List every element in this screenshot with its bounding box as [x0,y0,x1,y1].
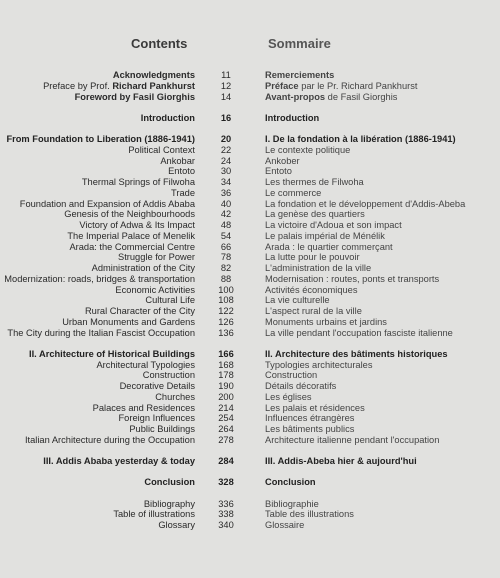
toc-entry [0,134,500,145]
toc-entry-english-title: Arada: the Commercial Centre [69,241,195,252]
toc-entry-english-title: Economic Activities [115,284,195,295]
toc-entry-french-title: La ville pendant l'occupation fasciste italienne [265,327,453,338]
toc-entry-page-number: 338 [218,509,234,520]
toc-entry [0,231,500,242]
toc-entry-english-title: Trade [171,187,195,198]
toc-entry-french-title: Le commerce [265,187,322,198]
toc-entry-french-title: Arada : le quartier commerçant [265,241,393,252]
toc-entry [0,263,500,274]
toc-entry-english-title: Preface by Prof. Richard Pankhurst [43,80,195,91]
toc-entry-page-number: 66 [220,241,232,252]
toc-entry-english-title: III. Addis Ababa yesterday & today [43,456,195,466]
toc-entry-french-title: Les églises [265,391,312,402]
toc-entry-page-number: 34 [220,177,232,187]
toc-entry-page-number: 78 [220,252,232,263]
toc-entry-page-number: 264 [218,424,234,434]
toc-entry-english-title: Italian Architecture during the Occupation [24,434,195,445]
toc-entry-page-number: 54 [220,230,232,241]
toc-entry-english-title: Introduction [140,112,195,123]
toc-entry-english-title: Foreign Influences [118,413,195,424]
toc-entry-page-number: 108 [218,295,234,306]
toc-entry-french-title: I. De la fondation à la libération (1886-1941) [265,134,456,144]
toc-entry [0,199,500,210]
toc-entry [0,435,500,446]
toc-entry-page-number: 336 [218,498,234,509]
sommaire-heading: Sommaire [268,36,331,51]
toc-entry-page-number: 36 [220,187,232,198]
toc-entry-english-title: II. Architecture of Historical Buildings [29,348,195,359]
toc-entry-english-title: Bibliography [143,498,195,509]
toc-entry-english-title: The Imperial Palace of Menelik [67,230,195,241]
toc-entry-french-title: Influences étrangères [265,413,355,424]
toc-entry-page-number: 340 [218,520,234,530]
toc-entry-english-title: Entoto [168,166,195,177]
toc-entry [0,285,500,296]
toc-entry-english-title: Urban Monuments and Gardens [62,316,195,327]
toc-entry-page-number: 82 [220,263,232,273]
toc-entry-page-number: 168 [218,359,234,370]
toc-entry-page-number: 284 [218,456,234,466]
toc-entry-page-number: 11 [221,70,231,80]
toc-entry-page-number: 22 [220,144,232,155]
toc-entry-french-title: Construction [265,370,318,381]
toc-entry [0,403,500,414]
toc-entry [0,328,500,339]
toc-entry-french-title: La lutte pour le pouvoir [265,252,360,263]
toc-entry-french-title: La victoire d'Adoua et son impact [265,220,402,230]
toc-entry-page-number: 254 [218,413,234,424]
toc-entry [0,381,500,392]
toc-entry-page-number: 48 [220,220,232,230]
toc-entry-english-title: Foreword by Fasil Giorghis [74,91,195,102]
toc-entry [0,456,500,467]
toc-entry [0,424,500,435]
toc-entry-page-number: 122 [218,306,234,316]
toc-entry [0,220,500,231]
toc-entry-french-title: La vie culturelle [265,295,330,306]
toc-entry-french-title: L'aspect rural de la ville [265,306,362,316]
toc-entry [0,413,500,424]
toc-entry-english-title: Modernization: roads, bridges & transportation [4,273,195,284]
toc-entry [0,177,500,188]
toc-entry-french-title: Conclusion [265,477,316,488]
toc-entry-english-title: Construction [142,370,195,381]
toc-entry [0,166,500,177]
toc-entry [0,70,500,81]
toc-entry-page-number: 14 [220,91,232,102]
toc-entry-english-title: Conclusion [144,477,195,488]
toc-entry-french-title: Les thermes de Filwoha [265,177,364,187]
toc-entry [0,145,500,156]
toc-entry-french-title: Les bâtiments publics [265,424,355,434]
toc-entry-page-number: 190 [218,381,234,391]
toc-entry-english-title: Struggle for Power [118,252,195,263]
toc-entry [0,113,500,124]
toc-entry-page-number: 136 [218,327,234,338]
toc-entry-french-title: Entoto [265,166,292,177]
toc-entry-french-title: Bibliographie [265,498,319,509]
table-of-contents [0,70,500,531]
toc-entry-english-title: Foundation and Expansion of Addis Ababa [19,198,195,209]
toc-entry [0,242,500,253]
toc-entry-english-title: Churches [155,391,195,402]
toc-entry-french-title: Activités économiques [265,284,358,295]
toc-entry-page-number: 20 [220,134,232,144]
toc-entry-english-title: Administration of the City [91,263,195,273]
toc-entry-french-title: Monuments urbains et jardins [265,316,387,327]
toc-entry-page-number: 24 [220,155,232,166]
toc-entry [0,252,500,263]
toc-entry-page-number: 30 [220,166,232,177]
toc-entry-french-title: Glossaire [265,520,305,530]
toc-entry-english-title: Thermal Springs of Filwoha [81,177,195,187]
toc-entry [0,520,500,531]
toc-entry-english-title: Glossary [158,520,195,530]
toc-entry-page-number: 126 [218,316,234,327]
toc-entry [0,477,500,488]
toc-entry-french-title: Le contexte politique [265,144,351,155]
toc-entry-french-title: III. Addis-Abeba hier & aujourd'hui [265,456,417,466]
contents-heading: Contents [131,36,188,51]
toc-entry-french-title: La fondation et le développement d'Addis-Abeba [265,198,466,209]
toc-entry-english-title: Decorative Details [119,381,195,391]
toc-entry-page-number: 200 [218,391,234,402]
toc-entry-english-title: Political Context [128,144,195,155]
toc-entry-page-number: 88 [220,273,232,284]
toc-entry-french-title: La genèse des quartiers [265,209,365,220]
toc-entry-french-title: Introduction [265,112,320,123]
toc-entry-english-title: Ankobar [160,155,195,166]
toc-entry-page-number: 328 [218,477,234,488]
toc-entry-french-title: Typologies architecturales [265,359,373,370]
toc-entry [0,509,500,520]
toc-entry-english-title: Victory of Adwa & Its Impact [79,220,195,230]
toc-entry-french-title: Avant-propos de Fasil Giorghis [265,91,398,102]
toc-entry-page-number: 178 [218,370,234,381]
toc-entry-french-title: Remerciements [265,70,335,80]
toc-entry-page-number: 42 [220,209,232,220]
toc-entry-english-title: The City during the Italian Fascist Occupation [7,327,195,338]
toc-entry-french-title: Modernisation : routes, ponts et transports [265,273,440,284]
toc-entry-french-title: Les palais et résidences [265,402,365,413]
toc-entry-french-title: Ankober [265,155,300,166]
toc-entry-page-number: 100 [218,284,234,295]
toc-entry [0,274,500,285]
toc-entry [0,92,500,103]
toc-entry [0,295,500,306]
toc-entry [0,349,500,360]
toc-entry-english-title: Table of illustrations [113,509,195,520]
toc-entry-english-title: Public Buildings [129,424,195,434]
toc-entry-french-title: Table des illustrations [265,509,354,520]
toc-entry [0,188,500,199]
toc-entry [0,81,500,92]
toc-entry [0,499,500,510]
toc-entry-page-number: 16 [220,112,232,123]
toc-entry [0,370,500,381]
toc-entry [0,209,500,220]
toc-entry [0,306,500,317]
toc-entry-french-title: Architecture italienne pendant l'occupation [265,434,440,445]
toc-entry-english-title: From Foundation to Liberation (1886-1941) [6,134,195,144]
toc-entry-english-title: Cultural Life [145,295,195,306]
toc-entry [0,156,500,167]
toc-entry-page-number: 166 [218,348,234,359]
toc-entry-page-number: 214 [218,402,234,413]
toc-entry-english-title: Architectural Typologies [96,359,195,370]
toc-entry-english-title: Rural Character of the City [84,306,195,316]
toc-entry [0,317,500,328]
toc-entry [0,360,500,371]
toc-entry-english-title: Acknowledgments [112,70,195,80]
toc-entry-english-title: Palaces and Residences [92,402,195,413]
toc-entry-page-number: 12 [220,80,232,91]
toc-entry-french-title: Préface par le Pr. Richard Pankhurst [265,80,418,91]
toc-entry-french-title: II. Architecture des bâtiments historiques [265,348,448,359]
toc-entry [0,392,500,403]
toc-entry-french-title: L'administration de la ville [265,263,372,273]
toc-entry-french-title: Le palais impérial de Ménélik [265,230,385,241]
toc-entry-page-number: 278 [218,434,234,445]
toc-entry-page-number: 40 [220,198,232,209]
toc-entry-english-title: Genesis of the Neighbourhoods [64,209,195,220]
toc-entry-french-title: Détails décoratifs [265,381,337,391]
